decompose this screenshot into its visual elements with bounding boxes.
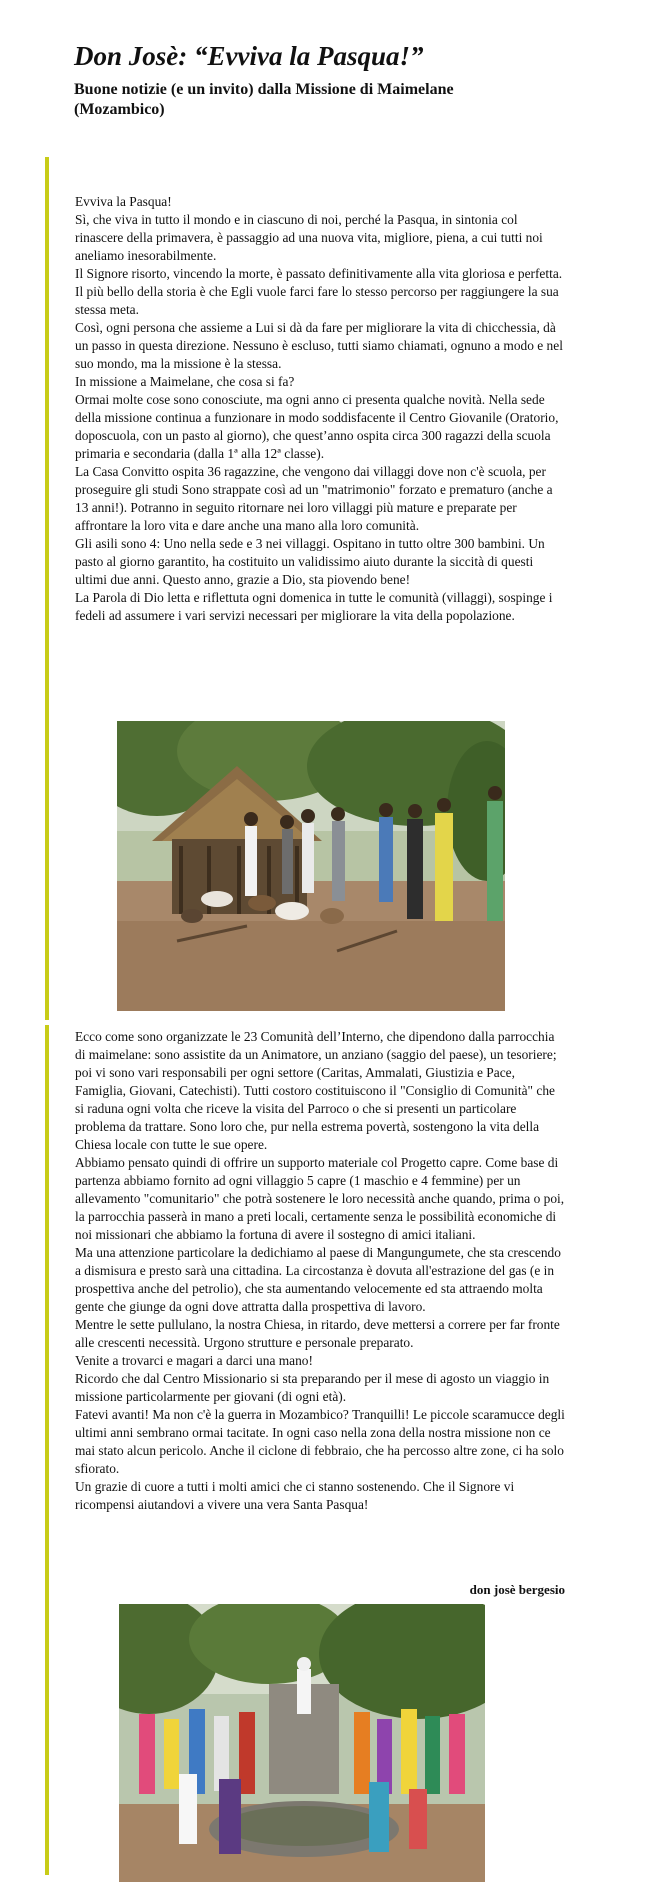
author-signature: don josè bergesio [469,1582,565,1597]
article-title: Don Josè: “Evviva la Pasqua!” [74,41,424,71]
accent-bar [45,1025,49,1875]
article-section-2 [75,1028,567,1514]
accent-bar [45,157,49,1020]
paragraph: Ricordo che dal Centro Missionario si sta preparando per il mese di agosto un viaggio in missione particolarmente per giovani (di ogni età). [75,1371,550,1404]
paragraph: Ecco come sono organizzate le 23 Comunità dell’Interno, che dipendono dalla parrocchia di maimelane: sono assistite da un Animatore, un anziano (saggio del paese), un tesoriere; poi vi sono vari responsabili per ogni settore (Caritas, Ammalati, Giustizia e Pace, Famiglia, Giovani, Catechisti). Tutti costoro costituiscono il "Consiglio di Comunità" che si raduna ogni volta che riceve la visita del Parroco o che si presenti un particolare problema da trattare. Sono loro che, pur nella estrema povertà, sostengono la vita della Chiesa locale con tutte le sue opere. [75,1029,557,1152]
paragraph: Venite a trovarci e magari a darci una mano! [75,1353,313,1368]
paragraph: Così, ogni persona che assieme a Lui si dà da fare per migliorare la vita di chicchessia, dà un passo in questa direzione. Nessuno è escluso, tutti siamo chiamati, ognuno a modo e nel suo mondo, ma la missione è la stessa. [75,320,563,371]
paragraph: La Parola di Dio letta e riflettuta ogni domenica in tutte le comunità (villaggi), sospinge i fedeli ad assumere i vari servizi necessari per migliorare la vita della popolazione. [75,590,553,623]
paragraph: Mentre le sette pullulano, la nostra Chiesa, in ritardo, deve mettersi a correre per far fronte alle crescenti necessità. Urgono strutture e personale preparato. [75,1317,560,1350]
paragraph: Evviva la Pasqua! [75,194,172,209]
paragraph: Ormai molte cose sono conosciute, ma ogni anno ci presenta qualche novità. Nella sede della missione continua a funzionare in modo soddisfacente il Centro Giovanile (Oratorio, doposcuola, con un pasto al giorno), che quest’anno ospita circa 300 ragazzi della scuola primaria e secondaria (dalla 1ª alla 12ª classe). [75,392,559,461]
photo-goats-village [117,721,505,1011]
paragraph: Il Signore risorto, vincendo la morte, è passato definitivamente alla vita gloriosa e perfetta. Il più bello della storia è che Egli vuole farci fare lo stesso percorso per raggiungere la sua stessa meta. [75,266,563,317]
paragraph: Sì, che viva in tutto il mondo e in ciascuno di noi, perché la Pasqua, in sintonia col rinascere della primavera, è passaggio ad una nuova vita, migliore, piena, a cui tutti noi aneliamo inesorabilmente. [75,212,543,263]
paragraph: In missione a Maimelane, che cosa si fa? [75,374,295,389]
photo-children-grotto [119,1604,485,1882]
paragraph: Ma una attenzione particolare la dedichiamo al paese di Mangungumete, che sta crescendo a dismisura e presto sarà una cittadina. La circostanza è dovuta all'estrazione del gas (e in prospettiva anche del petrolio), che sta aumentando velocemente ed sta attraendo molta gente che giunge da ogni dove attratta dalla prospettiva di lavoro. [75,1245,561,1314]
paragraph: La Casa Convitto ospita 36 ragazzine, che vengono dai villaggi dove non c'è scuola, per proseguire gli studi Sono strappate così ad un "matrimonio" forzato e prematuro (anche a 13 anni!). Potranno in seguito ritornare nei loro villaggi più mature e preparate per affrontare la loro vita e dare anche una mano alla loro comunità. [75,464,553,533]
paragraph: Abbiamo pensato quindi di offrire un supporto materiale col Progetto capre. Come base di partenza abbiamo fornito ad ogni villaggio 5 capre (1 maschio e 4 femmine) per un allevamento "comunitario" che potrà sostenere le loro necessità anche quando, prima o poi, la parrocchia passerà in mano a preti locali, certamente senza le possibilità economiche di noi missionari che abbiamo la fortuna di avere il sostegno di amici italiani. [75,1155,565,1242]
paragraph: Fatevi avanti! Ma non c'è la guerra in Mozambico? Tranquilli! Le piccole scaramucce degli ultimi anni sembrano ormai tacitate. In ogni caso nella zona della nostra missione non ce mai stato alcun pericolo. Anche il ciclone di febbraio, che ha percosso altre zone, ci ha solo sfiorato. [75,1407,565,1476]
paragraph: Gli asili sono 4: Uno nella sede e 3 nei villaggi. Ospitano in tutto oltre 300 bambini. Un pasto al giorno garantito, ha costituito un validissimo aiuto durante la siccità di questi ultimi due anni. Questo anno, grazie a Dio, sta piovendo bene! [75,536,545,587]
paragraph: Un grazie di cuore a tutti i molti amici che ci stanno sostenendo. Che il Signore vi ricompensi aiutandovi a vivere una vera Santa Pasqua! [75,1479,515,1512]
article-section-1 [75,193,567,625]
article-subtitle: Buone notizie (e un invito) dalla Missione di Maimelane (Mozambico) [74,81,454,118]
